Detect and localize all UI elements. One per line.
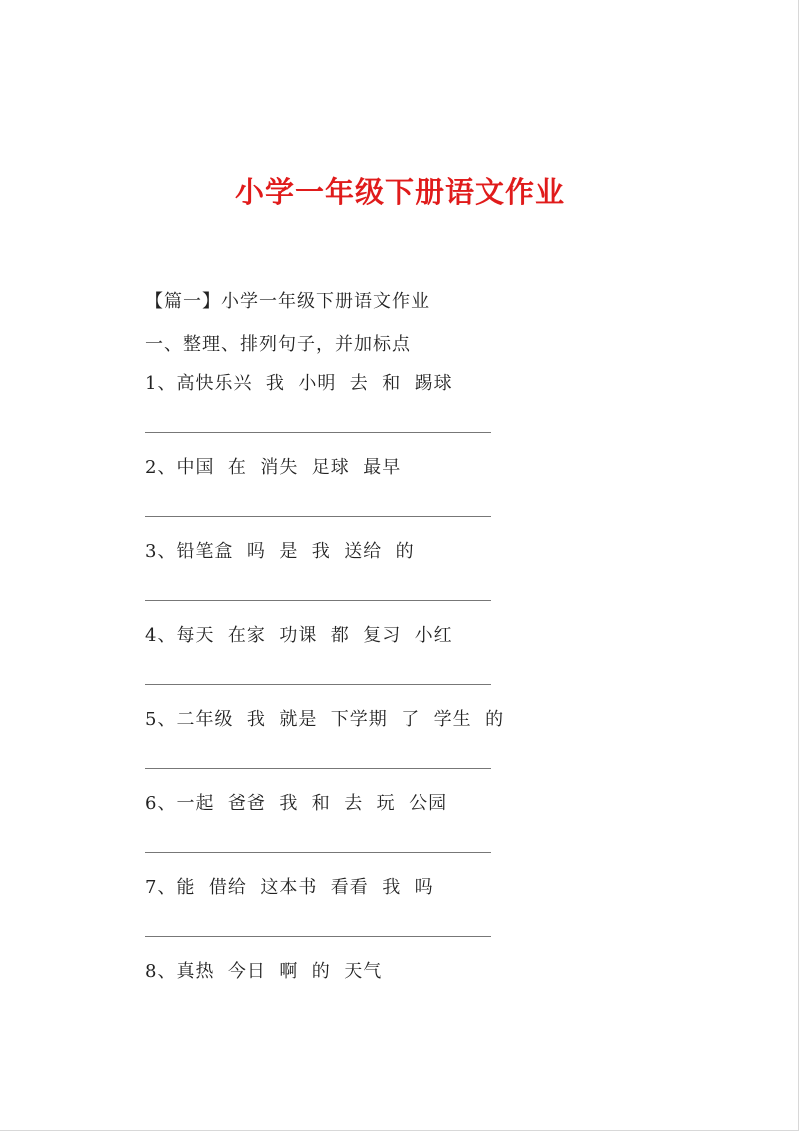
answer-line[interactable]	[145, 516, 491, 517]
exercise-item-5	[145, 708, 505, 732]
exercise-item-2	[145, 456, 505, 480]
answer-line[interactable]	[145, 432, 491, 433]
answer-line[interactable]	[145, 852, 491, 853]
exercise-item-1	[145, 372, 505, 396]
exercise-item-3	[145, 540, 505, 564]
exercise-item-text: 7、能 借给 这本书 看看 我 吗	[145, 877, 434, 898]
exercise-item-text: 4、每天 在家 功课 都 复习 小红	[145, 625, 453, 646]
answer-line[interactable]	[145, 768, 491, 769]
exercise-item-text: 8、真热 今日 啊 的 天气	[145, 961, 383, 982]
answer-line[interactable]	[145, 600, 491, 601]
exercise-item-text: 2、中国 在 消失 足球 最早	[145, 457, 402, 478]
answer-line[interactable]	[145, 936, 491, 937]
answer-line[interactable]	[145, 684, 491, 685]
exercise-instruction: 一、整理、排列句子，并加标点	[145, 334, 411, 355]
exercise-item-text: 5、二年级 我 就是 下学期 了 学生 的	[145, 709, 505, 730]
exercise-item-text: 3、铅笔盒 吗 是 我 送给 的	[145, 541, 415, 562]
exercise-item-text: 6、一起 爸爸 我 和 去 玩 公园	[145, 793, 448, 814]
exercise-item-4	[145, 624, 505, 648]
exercise-item-6	[145, 792, 505, 816]
exercise-item-7	[145, 876, 505, 900]
section-title: 【篇一】小学一年级下册语文作业	[145, 291, 430, 312]
document-title: 小学一年级下册语文作业	[234, 175, 565, 209]
exercise-item-text: 1、高快乐兴 我 小明 去 和 踢球	[145, 373, 453, 394]
exercise-item-8	[145, 960, 505, 984]
